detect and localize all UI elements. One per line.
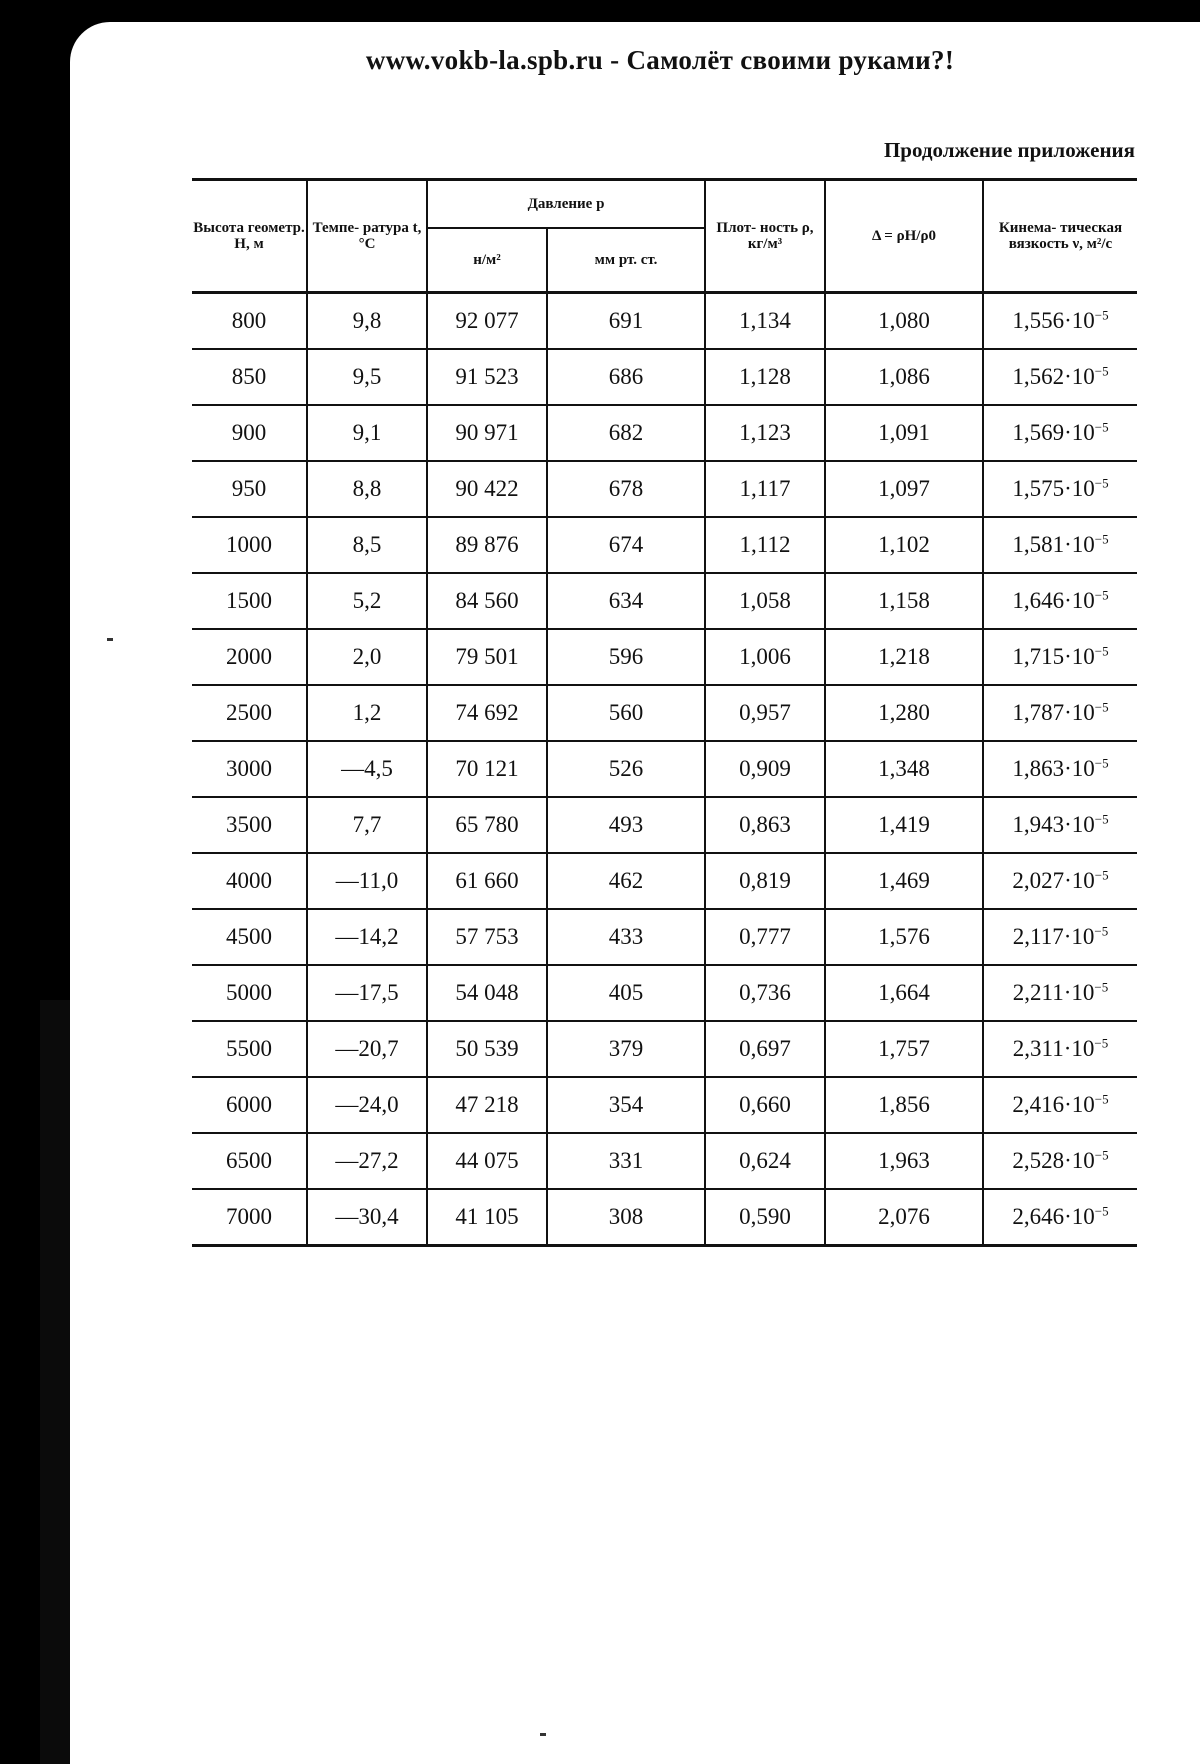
cell-height (192, 853, 307, 909)
cell-pressure-pa (427, 797, 547, 853)
cell-pressure-pa (427, 909, 547, 965)
cell-pressure-mm-value: 379 (608, 1036, 644, 1061)
cell-pressure-pa (427, 1077, 547, 1133)
cell-viscosity (983, 461, 1137, 517)
cell-temperature (307, 293, 427, 350)
cell-density (705, 965, 825, 1021)
table-row (192, 293, 1137, 350)
cell-viscosity (983, 1133, 1137, 1189)
cell-pressure-pa-value: 47 218 (455, 1092, 519, 1117)
cell-pressure-mm-value: 462 (608, 868, 644, 893)
cell-height-value: 3500 (226, 812, 272, 837)
cell-density-value: 1,117 (739, 476, 791, 501)
cell-temperature (307, 573, 427, 629)
cell-density (705, 517, 825, 573)
cell-viscosity-value: 1,556·10 (1012, 308, 1095, 333)
col-header-height: Высота геометр. H, м (192, 180, 307, 293)
cell-pressure-mm (547, 461, 705, 517)
cell-pressure-mm-value: 634 (608, 588, 644, 613)
cell-delta-value: 1,576 (878, 924, 930, 949)
cell-delta (825, 965, 983, 1021)
cell-pressure-mm-value: 354 (608, 1092, 644, 1117)
cell-temperature-value: —24,0 (335, 1092, 399, 1117)
cell-delta-value: 1,080 (878, 308, 930, 333)
exponent: −5 (1094, 699, 1109, 715)
cell-delta (825, 909, 983, 965)
table-row (192, 909, 1137, 965)
table-row (192, 965, 1137, 1021)
cell-temperature (307, 1077, 427, 1133)
table-row (192, 629, 1137, 685)
cell-temperature-value: —4,5 (341, 756, 393, 781)
cell-pressure-pa (427, 293, 547, 350)
cell-delta-value: 2,076 (878, 1204, 930, 1229)
cell-temperature-value: 8,8 (352, 476, 382, 501)
cell-delta-value: 1,280 (878, 700, 930, 725)
exponent: −5 (1094, 643, 1109, 659)
cell-density (705, 909, 825, 965)
cell-delta (825, 349, 983, 405)
cell-pressure-pa (427, 629, 547, 685)
cell-delta (825, 293, 983, 350)
table-body (192, 293, 1137, 1246)
cell-delta (825, 517, 983, 573)
cell-viscosity-value: 1,581·10 (1012, 532, 1095, 557)
cell-density (705, 461, 825, 517)
cell-pressure-mm-value: 493 (608, 812, 644, 837)
cell-viscosity (983, 1021, 1137, 1077)
exponent: −5 (1094, 1091, 1109, 1107)
cell-density-value: 0,863 (739, 812, 791, 837)
cell-density (705, 853, 825, 909)
cell-density (705, 1077, 825, 1133)
cell-height-value: 5000 (226, 980, 272, 1005)
cell-viscosity-value: 1,562·10 (1012, 364, 1095, 389)
exponent: −5 (1094, 531, 1109, 547)
cell-density-value: 1,112 (739, 532, 791, 557)
atmosphere-table (192, 178, 1137, 1247)
cell-pressure-pa-value: 92 077 (455, 308, 519, 333)
cell-pressure-pa-value: 61 660 (455, 868, 519, 893)
cell-viscosity-value: 2,528·10 (1012, 1148, 1095, 1173)
cell-delta-value: 1,158 (878, 588, 930, 613)
cell-pressure-mm (547, 629, 705, 685)
table-row (192, 797, 1137, 853)
cell-pressure-pa-value: 74 692 (455, 700, 519, 725)
cell-density (705, 1133, 825, 1189)
scan-speck (107, 638, 113, 641)
cell-pressure-mm-value: 308 (608, 1204, 644, 1229)
cell-pressure-pa-value: 90 971 (455, 420, 519, 445)
cell-height-value: 900 (231, 420, 267, 445)
cell-temperature-value: 9,1 (352, 420, 382, 445)
cell-height-value: 1500 (226, 588, 272, 613)
table-row (192, 1021, 1137, 1077)
table-row (192, 741, 1137, 797)
cell-temperature (307, 517, 427, 573)
cell-delta-value: 1,348 (878, 756, 930, 781)
cell-viscosity (983, 1189, 1137, 1246)
cell-height-value: 850 (231, 364, 267, 389)
cell-density-value: 1,123 (739, 420, 791, 445)
exponent: −5 (1094, 587, 1109, 603)
cell-height-value: 950 (231, 476, 267, 501)
col-header-delta: Δ = ρH/ρ0 (825, 180, 983, 293)
cell-height-value: 800 (231, 308, 267, 333)
cell-viscosity (983, 1077, 1137, 1133)
cell-height-value: 2500 (226, 700, 272, 725)
cell-viscosity-value: 1,943·10 (1012, 812, 1095, 837)
cell-pressure-mm-value: 596 (608, 644, 644, 669)
cell-pressure-mm (547, 1021, 705, 1077)
cell-viscosity (983, 573, 1137, 629)
cell-viscosity (983, 909, 1137, 965)
cell-pressure-mm (547, 293, 705, 350)
cell-height (192, 517, 307, 573)
cell-pressure-pa (427, 853, 547, 909)
cell-temperature-value: —17,5 (335, 980, 399, 1005)
cell-density-value: 0,819 (739, 868, 791, 893)
cell-pressure-mm-value: 674 (608, 532, 644, 557)
cell-viscosity-value: 2,027·10 (1012, 868, 1095, 893)
cell-height (192, 405, 307, 461)
cell-pressure-pa (427, 1189, 547, 1246)
cell-temperature (307, 909, 427, 965)
cell-height (192, 685, 307, 741)
cell-delta (825, 685, 983, 741)
exponent: −5 (1094, 811, 1109, 827)
cell-pressure-mm-value: 560 (608, 700, 644, 725)
cell-temperature-value: —11,0 (335, 868, 399, 893)
cell-temperature-value: 1,2 (352, 700, 382, 725)
exponent: −5 (1094, 419, 1109, 435)
cell-delta-value: 1,469 (878, 868, 930, 893)
cell-density (705, 685, 825, 741)
cell-viscosity-value: 1,863·10 (1012, 756, 1095, 781)
cell-density-value: 1,058 (739, 588, 791, 613)
cell-delta-value: 1,218 (878, 644, 930, 669)
cell-pressure-mm (547, 853, 705, 909)
cell-density-value: 1,128 (739, 364, 791, 389)
cell-temperature-value: —20,7 (335, 1036, 399, 1061)
cell-height (192, 1021, 307, 1077)
cell-temperature (307, 797, 427, 853)
cell-temperature (307, 629, 427, 685)
cell-pressure-mm (547, 741, 705, 797)
cell-temperature-value: 8,5 (352, 532, 382, 557)
cell-viscosity-value: 2,211·10 (1012, 980, 1095, 1005)
cell-delta-value: 1,963 (878, 1148, 930, 1173)
cell-pressure-mm (547, 1189, 705, 1246)
cell-height-value: 7000 (226, 1204, 272, 1229)
cell-density (705, 797, 825, 853)
cell-density-value: 0,957 (739, 700, 791, 725)
cell-pressure-mm-value: 686 (608, 364, 644, 389)
cell-pressure-pa-value: 41 105 (455, 1204, 519, 1229)
cell-viscosity-value: 2,646·10 (1012, 1204, 1095, 1229)
cell-pressure-pa-value: 70 121 (455, 756, 519, 781)
cell-delta-value: 1,856 (878, 1092, 930, 1117)
cell-pressure-mm (547, 909, 705, 965)
cell-pressure-mm-value: 691 (608, 308, 644, 333)
cell-pressure-mm-value: 526 (608, 756, 644, 781)
col-header-pressure-pa: н/м² (427, 228, 547, 293)
cell-height-value: 4500 (226, 924, 272, 949)
cell-pressure-mm-value: 682 (608, 420, 644, 445)
cell-pressure-pa (427, 741, 547, 797)
cell-density-value: 0,660 (739, 1092, 791, 1117)
cell-temperature-value: —27,2 (335, 1148, 399, 1173)
exponent: −5 (1094, 979, 1109, 995)
cell-temperature-value: 2,0 (352, 644, 382, 669)
cell-viscosity-value: 1,787·10 (1012, 700, 1095, 725)
cell-pressure-mm (547, 349, 705, 405)
cell-pressure-mm (547, 405, 705, 461)
cell-temperature-value: 9,5 (352, 364, 382, 389)
cell-height (192, 461, 307, 517)
cell-density-value: 0,697 (739, 1036, 791, 1061)
cell-pressure-pa (427, 1133, 547, 1189)
cell-delta-value: 1,091 (878, 420, 930, 445)
cell-pressure-pa-value: 90 422 (455, 476, 519, 501)
cell-delta (825, 405, 983, 461)
cell-pressure-mm (547, 1077, 705, 1133)
table-row (192, 1077, 1137, 1133)
table-row (192, 1133, 1137, 1189)
cell-viscosity (983, 685, 1137, 741)
cell-temperature (307, 461, 427, 517)
cell-height (192, 1133, 307, 1189)
cell-density (705, 741, 825, 797)
cell-viscosity (983, 293, 1137, 350)
cell-delta (825, 1021, 983, 1077)
cell-density-value: 1,006 (739, 644, 791, 669)
cell-height-value: 4000 (226, 868, 272, 893)
exponent: −5 (1094, 363, 1109, 379)
cell-height (192, 573, 307, 629)
cell-height-value: 6500 (226, 1148, 272, 1173)
cell-temperature (307, 1021, 427, 1077)
exponent: −5 (1094, 1203, 1109, 1219)
cell-pressure-pa-value: 54 048 (455, 980, 519, 1005)
cell-delta (825, 1077, 983, 1133)
exponent: −5 (1094, 1035, 1109, 1051)
cell-pressure-mm (547, 573, 705, 629)
cell-delta (825, 1133, 983, 1189)
table-row (192, 349, 1137, 405)
cell-temperature-value: 5,2 (352, 588, 382, 613)
cell-pressure-pa-value: 84 560 (455, 588, 519, 613)
cell-pressure-mm (547, 517, 705, 573)
cell-height (192, 629, 307, 685)
cell-density-value: 1,134 (739, 308, 791, 333)
cell-delta (825, 461, 983, 517)
cell-density-value: 0,624 (739, 1148, 791, 1173)
cell-delta (825, 853, 983, 909)
cell-density (705, 349, 825, 405)
cell-height (192, 1077, 307, 1133)
scan-speck (540, 1733, 546, 1736)
col-header-pressure: Давление p (427, 180, 705, 229)
continuation-label: Продолжение приложения (883, 138, 1135, 162)
cell-density (705, 405, 825, 461)
cell-viscosity-value: 1,646·10 (1012, 588, 1095, 613)
cell-pressure-pa (427, 349, 547, 405)
cell-delta (825, 1189, 983, 1246)
cell-density (705, 573, 825, 629)
cell-temperature-value: —30,4 (335, 1204, 399, 1229)
cell-pressure-pa (427, 1021, 547, 1077)
cell-density-value: 0,736 (739, 980, 791, 1005)
cell-viscosity-value: 1,575·10 (1012, 476, 1095, 501)
cell-viscosity (983, 517, 1137, 573)
cell-pressure-pa-value: 65 780 (455, 812, 519, 837)
cell-pressure-mm-value: 331 (608, 1148, 644, 1173)
cell-pressure-pa (427, 573, 547, 629)
cell-delta-value: 1,664 (878, 980, 930, 1005)
table-row (192, 517, 1137, 573)
cell-pressure-pa-value: 44 075 (455, 1148, 519, 1173)
cell-pressure-pa (427, 517, 547, 573)
cell-viscosity-value: 2,311·10 (1012, 1036, 1095, 1061)
cell-height (192, 965, 307, 1021)
cell-temperature-value: 9,8 (352, 308, 382, 333)
cell-pressure-pa (427, 405, 547, 461)
cell-height-value: 1000 (226, 532, 272, 557)
cell-delta-value: 1,757 (878, 1036, 930, 1061)
cell-viscosity (983, 853, 1137, 909)
cell-temperature (307, 349, 427, 405)
table-row (192, 461, 1137, 517)
exponent: −5 (1094, 867, 1109, 883)
cell-density-value: 0,777 (739, 924, 791, 949)
cell-density (705, 1189, 825, 1246)
cell-pressure-mm (547, 685, 705, 741)
cell-delta (825, 629, 983, 685)
cell-height (192, 293, 307, 350)
cell-viscosity (983, 965, 1137, 1021)
cell-height-value: 5500 (226, 1036, 272, 1061)
cell-density (705, 1021, 825, 1077)
cell-viscosity-value: 1,715·10 (1012, 644, 1095, 669)
table-row (192, 573, 1137, 629)
cell-temperature-value: 7,7 (352, 812, 382, 837)
exponent: −5 (1094, 1147, 1109, 1163)
cell-delta-value: 1,097 (878, 476, 930, 501)
cell-pressure-mm-value: 405 (608, 980, 644, 1005)
cell-height-value: 2000 (226, 644, 272, 669)
cell-temperature (307, 405, 427, 461)
col-header-viscosity: Кинема- тическая вязкость ν, м²/с (983, 180, 1137, 293)
cell-density-value: 0,909 (739, 756, 791, 781)
cell-pressure-mm (547, 797, 705, 853)
cell-height-value: 6000 (226, 1092, 272, 1117)
cell-temperature (307, 1133, 427, 1189)
cell-pressure-mm (547, 1133, 705, 1189)
cell-pressure-pa-value: 89 876 (455, 532, 519, 557)
cell-pressure-pa-value: 91 523 (455, 364, 519, 389)
cell-temperature (307, 741, 427, 797)
exponent: −5 (1094, 475, 1109, 491)
cell-pressure-pa-value: 57 753 (455, 924, 519, 949)
cell-viscosity (983, 797, 1137, 853)
cell-pressure-pa (427, 965, 547, 1021)
cell-density-value: 0,590 (739, 1204, 791, 1229)
cell-delta-value: 1,419 (878, 812, 930, 837)
cell-height (192, 349, 307, 405)
cell-temperature (307, 853, 427, 909)
cell-pressure-mm-value: 678 (608, 476, 644, 501)
cell-delta-value: 1,086 (878, 364, 930, 389)
cell-pressure-pa-value: 50 539 (455, 1036, 519, 1061)
cell-viscosity (983, 629, 1137, 685)
col-header-pressure-mm: мм рт. ст. (547, 228, 705, 293)
col-header-density: Плот- ность ρ, кг/м³ (705, 180, 825, 293)
cell-viscosity-value: 2,117·10 (1012, 924, 1095, 949)
table-row (192, 405, 1137, 461)
table-row (192, 853, 1137, 909)
cell-temperature (307, 1189, 427, 1246)
cell-delta (825, 741, 983, 797)
cell-pressure-pa (427, 461, 547, 517)
exponent: −5 (1094, 307, 1109, 323)
cell-pressure-mm (547, 965, 705, 1021)
cell-pressure-pa-value: 79 501 (455, 644, 519, 669)
table-row (192, 685, 1137, 741)
site-header: www.vokb-la.spb.ru - Самолёт своими руками?! (365, 45, 955, 75)
cell-height (192, 797, 307, 853)
cell-viscosity-value: 1,569·10 (1012, 420, 1095, 445)
cell-temperature (307, 965, 427, 1021)
cell-delta (825, 797, 983, 853)
cell-temperature (307, 685, 427, 741)
exponent: −5 (1094, 755, 1109, 771)
cell-viscosity-value: 2,416·10 (1012, 1092, 1095, 1117)
cell-height-value: 3000 (226, 756, 272, 781)
cell-height (192, 909, 307, 965)
cell-pressure-mm-value: 433 (608, 924, 644, 949)
cell-viscosity (983, 349, 1137, 405)
cell-viscosity (983, 741, 1137, 797)
exponent: −5 (1094, 923, 1109, 939)
table-row (192, 1189, 1137, 1246)
cell-delta (825, 573, 983, 629)
cell-density (705, 293, 825, 350)
cell-viscosity (983, 405, 1137, 461)
cell-height (192, 741, 307, 797)
cell-temperature-value: —14,2 (335, 924, 399, 949)
cell-delta-value: 1,102 (878, 532, 930, 557)
cell-pressure-pa (427, 685, 547, 741)
cell-height (192, 1189, 307, 1246)
col-header-temperature: Темпе- ратура t, °С (307, 180, 427, 293)
cell-density (705, 629, 825, 685)
